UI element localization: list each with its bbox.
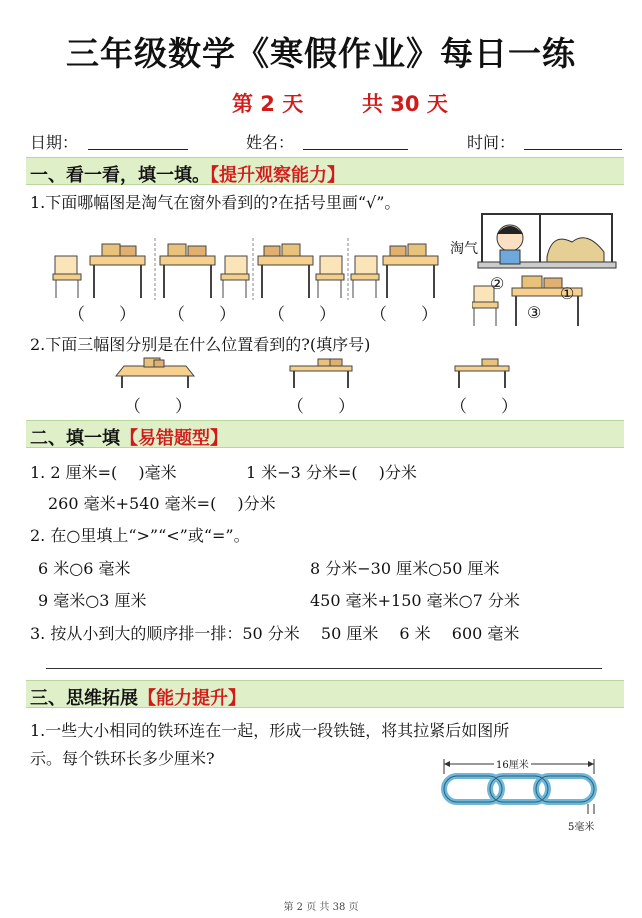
section2-header: [26, 420, 624, 448]
section3-tag: 【能力提升】: [138, 688, 246, 709]
section1-q1: 1.下面哪幅图是淘气在窗外看到的?在括号里画“√”。: [30, 193, 401, 212]
section2-q2: 2. 在○里填上“>”“<”或“=”。: [30, 526, 250, 545]
section2-q3: 3. 按从小到大的顺序排一排：50 分米 50 厘米 6 米 600 毫米: [30, 624, 520, 643]
day-label: 第 2 天: [232, 92, 304, 116]
section3-q1-line2: 示。每个铁环长多少厘米?: [30, 749, 215, 768]
view-d-image: [351, 244, 438, 298]
section2-q1c: 260 毫米+540 毫米=( )分米: [48, 494, 276, 513]
side-view-3: [455, 359, 509, 388]
answer-paren-view1[interactable]: （ ）: [124, 397, 192, 417]
name-label: 姓名：: [246, 133, 295, 152]
section1-heading: 一、看一看，填一填。: [30, 165, 210, 186]
total-days-label: 共 30 天: [362, 92, 448, 116]
date-label: 日期：: [30, 133, 79, 152]
position-3-label: ③: [527, 303, 542, 322]
window-scene-image: [472, 212, 622, 330]
section2-tag: 【易错题型】: [120, 428, 228, 449]
date-field[interactable]: [88, 131, 188, 150]
four-table-views: [50, 236, 440, 302]
section2-q1a: 1. 2 厘米=( )毫米: [30, 463, 177, 482]
section2-q2a: 6 米○6 毫米: [38, 559, 131, 578]
name-field[interactable]: [303, 131, 408, 150]
answer-paren-view2[interactable]: （ ）: [287, 397, 355, 417]
section1-tag: 【提升观察能力】: [210, 165, 345, 186]
position-2-label: ②: [490, 274, 505, 293]
view-b-image: [160, 238, 253, 300]
answer-paren-view3[interactable]: （ ）: [450, 397, 518, 417]
side-view-1: [116, 358, 194, 388]
section1-header: [26, 157, 624, 185]
chain-length-label: 16厘米: [494, 756, 531, 771]
time-field[interactable]: [524, 131, 622, 150]
section2-q2c: 9 毫米○3 厘米: [38, 591, 147, 610]
chain-diagram: [436, 754, 626, 834]
three-side-views: [110, 356, 510, 390]
section2-heading: 二、填一填: [30, 428, 120, 449]
view-c-image: [258, 238, 348, 300]
answer-line[interactable]: [46, 668, 602, 669]
answer-paren-a[interactable]: （ ）: [68, 305, 136, 325]
position-1-label: ①: [560, 284, 575, 303]
page-number: 第 2 页 共 38 页: [283, 902, 359, 913]
section3-heading: 三、思维拓展: [30, 688, 138, 709]
section2-q2b: 8 分米−30 厘米○50 厘米: [310, 559, 500, 578]
section1-q2: 2.下面三幅图分别是在什么位置看到的?(填序号): [30, 335, 371, 354]
page-title: 三年级数学《寒假作业》每日一练: [66, 34, 576, 73]
section2-q1b: 1 米−3 分米=( )分米: [246, 463, 417, 482]
answer-paren-b[interactable]: （ ）: [168, 305, 236, 325]
section3-header: [26, 680, 624, 708]
section3-q1-line1: 1.一些大小相同的铁环连在一起，形成一段铁链，将其拉紧后如图所: [30, 721, 510, 740]
answer-paren-d[interactable]: （ ）: [370, 305, 438, 325]
time-label: 时间：: [467, 133, 516, 152]
answer-paren-c[interactable]: （ ）: [268, 305, 336, 325]
ring-width-label: 5毫米: [568, 822, 595, 833]
side-view-2: [290, 359, 352, 388]
view-a-image: [53, 238, 155, 300]
taoqi-label: 淘气: [450, 241, 478, 257]
section2-q2d: 450 毫米+150 毫米○7 分米: [310, 591, 520, 610]
